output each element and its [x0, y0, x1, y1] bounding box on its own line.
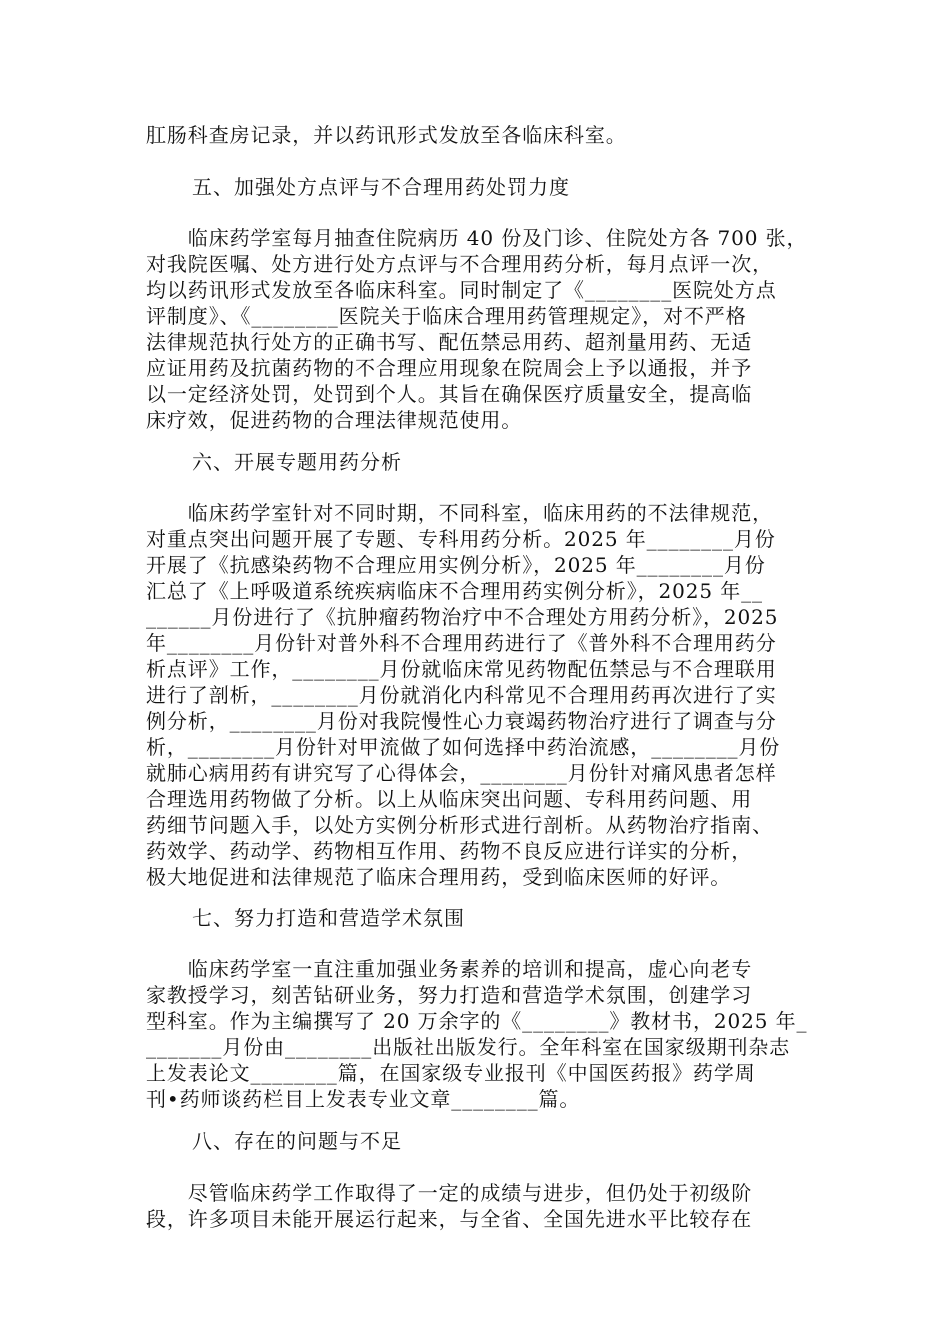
paragraph-section-5: 临床药学室每月抽查住院病历 40 份及门诊、住院处方各 700 张， 对我院医嘱、处方进行处方点评与不合理用药分析，每月点评一次， 均以药讯形式发放至各临床科室。同时制定了《________医院处方点 评制度》、《________医院关于临床合理用药管理规定》，对不严格 法律规范执行处方的正确书写、配伍禁忌用药、超剂量用药、无适 应证用药及抗菌药物的不合理应用现象在院周会上予以通报，并予 以一定经济处罚，处罚到个人。其旨在确保医疗质量安全，提高临 床疗效，促进药物的合理法律规范使用。 [146, 226, 808, 432]
section-heading-5: 五、加强处方点评与不合理用药处罚力度 [192, 175, 570, 199]
paragraph-section-8: 尽管临床药学工作取得了一定的成绩与进步，但仍处于初级阶 段，许多项目未能开展运行起来，与全省、全国先进水平比较存在 [146, 1181, 753, 1231]
section-heading-8: 八、存在的问题与不足 [192, 1129, 402, 1153]
paragraph-intro-tail: 肛肠科查房记录，并以药讯形式发放至各临床科室。 [146, 123, 627, 147]
paragraph-section-7: 临床药学室一直注重加强业务素养的培训和提高，虚心向老专 家教授学习，刻苦钻研业务，努力打造和营造学术氛围，创建学习 型科室。作为主编撰写了 20 万余字的《________》教材书，2025 年_ _______月份由________出版社出版发行。全年科室在国家级期刊杂志 上发表论文________篇，在国家级专业报刊《中国医药报》药学周 刊•药师谈药栏目上发表专业文章________篇。 [146, 957, 808, 1111]
paragraph-section-6: 临床药学室针对不同时期，不同科室，临床用药的不法律规范， 对重点突出问题开展了专题、专科用药分析。2025 年________月份 开展了《抗感染药物不合理应用实例分析》，2025 年________月份 汇总了《上呼吸道系统疾病临床不合理用药实例分析》，2025 年__ ______月份进行了《抗肿瘤药物治疗中不合理处方用药分析》，2025 年________月份针对普外科不合理用药进行了《普外科不合理用药分 析点评》工作，________月份就临床常见药物配伍禁忌与不合理联用 进行了剖析，________月份就消化内科常见不合理用药再次进行了实 例分析，________月份对我院慢性心力衰竭药物治疗进行了调查与分 析，________月份针对甲流做了如何选择中药治流感，________月份 就肺心病用药有讲究写了心得体会，________月份针对痛风患者怎样 合理选用药物做了分析。以上从临床突出问题、专科用药问题、用 药细节问题入手，以处方实例分析形式进行剖析。从药物治疗指南、 药效学、药动学、药物相互作用、药物不良反应进行详实的分析， 极大地促进和法律规范了临床合理用药，受到临床医师的好评。 [146, 501, 781, 889]
section-heading-7: 七、努力打造和营造学术氛围 [192, 906, 465, 930]
section-heading-6: 六、开展专题用药分析 [192, 450, 402, 474]
